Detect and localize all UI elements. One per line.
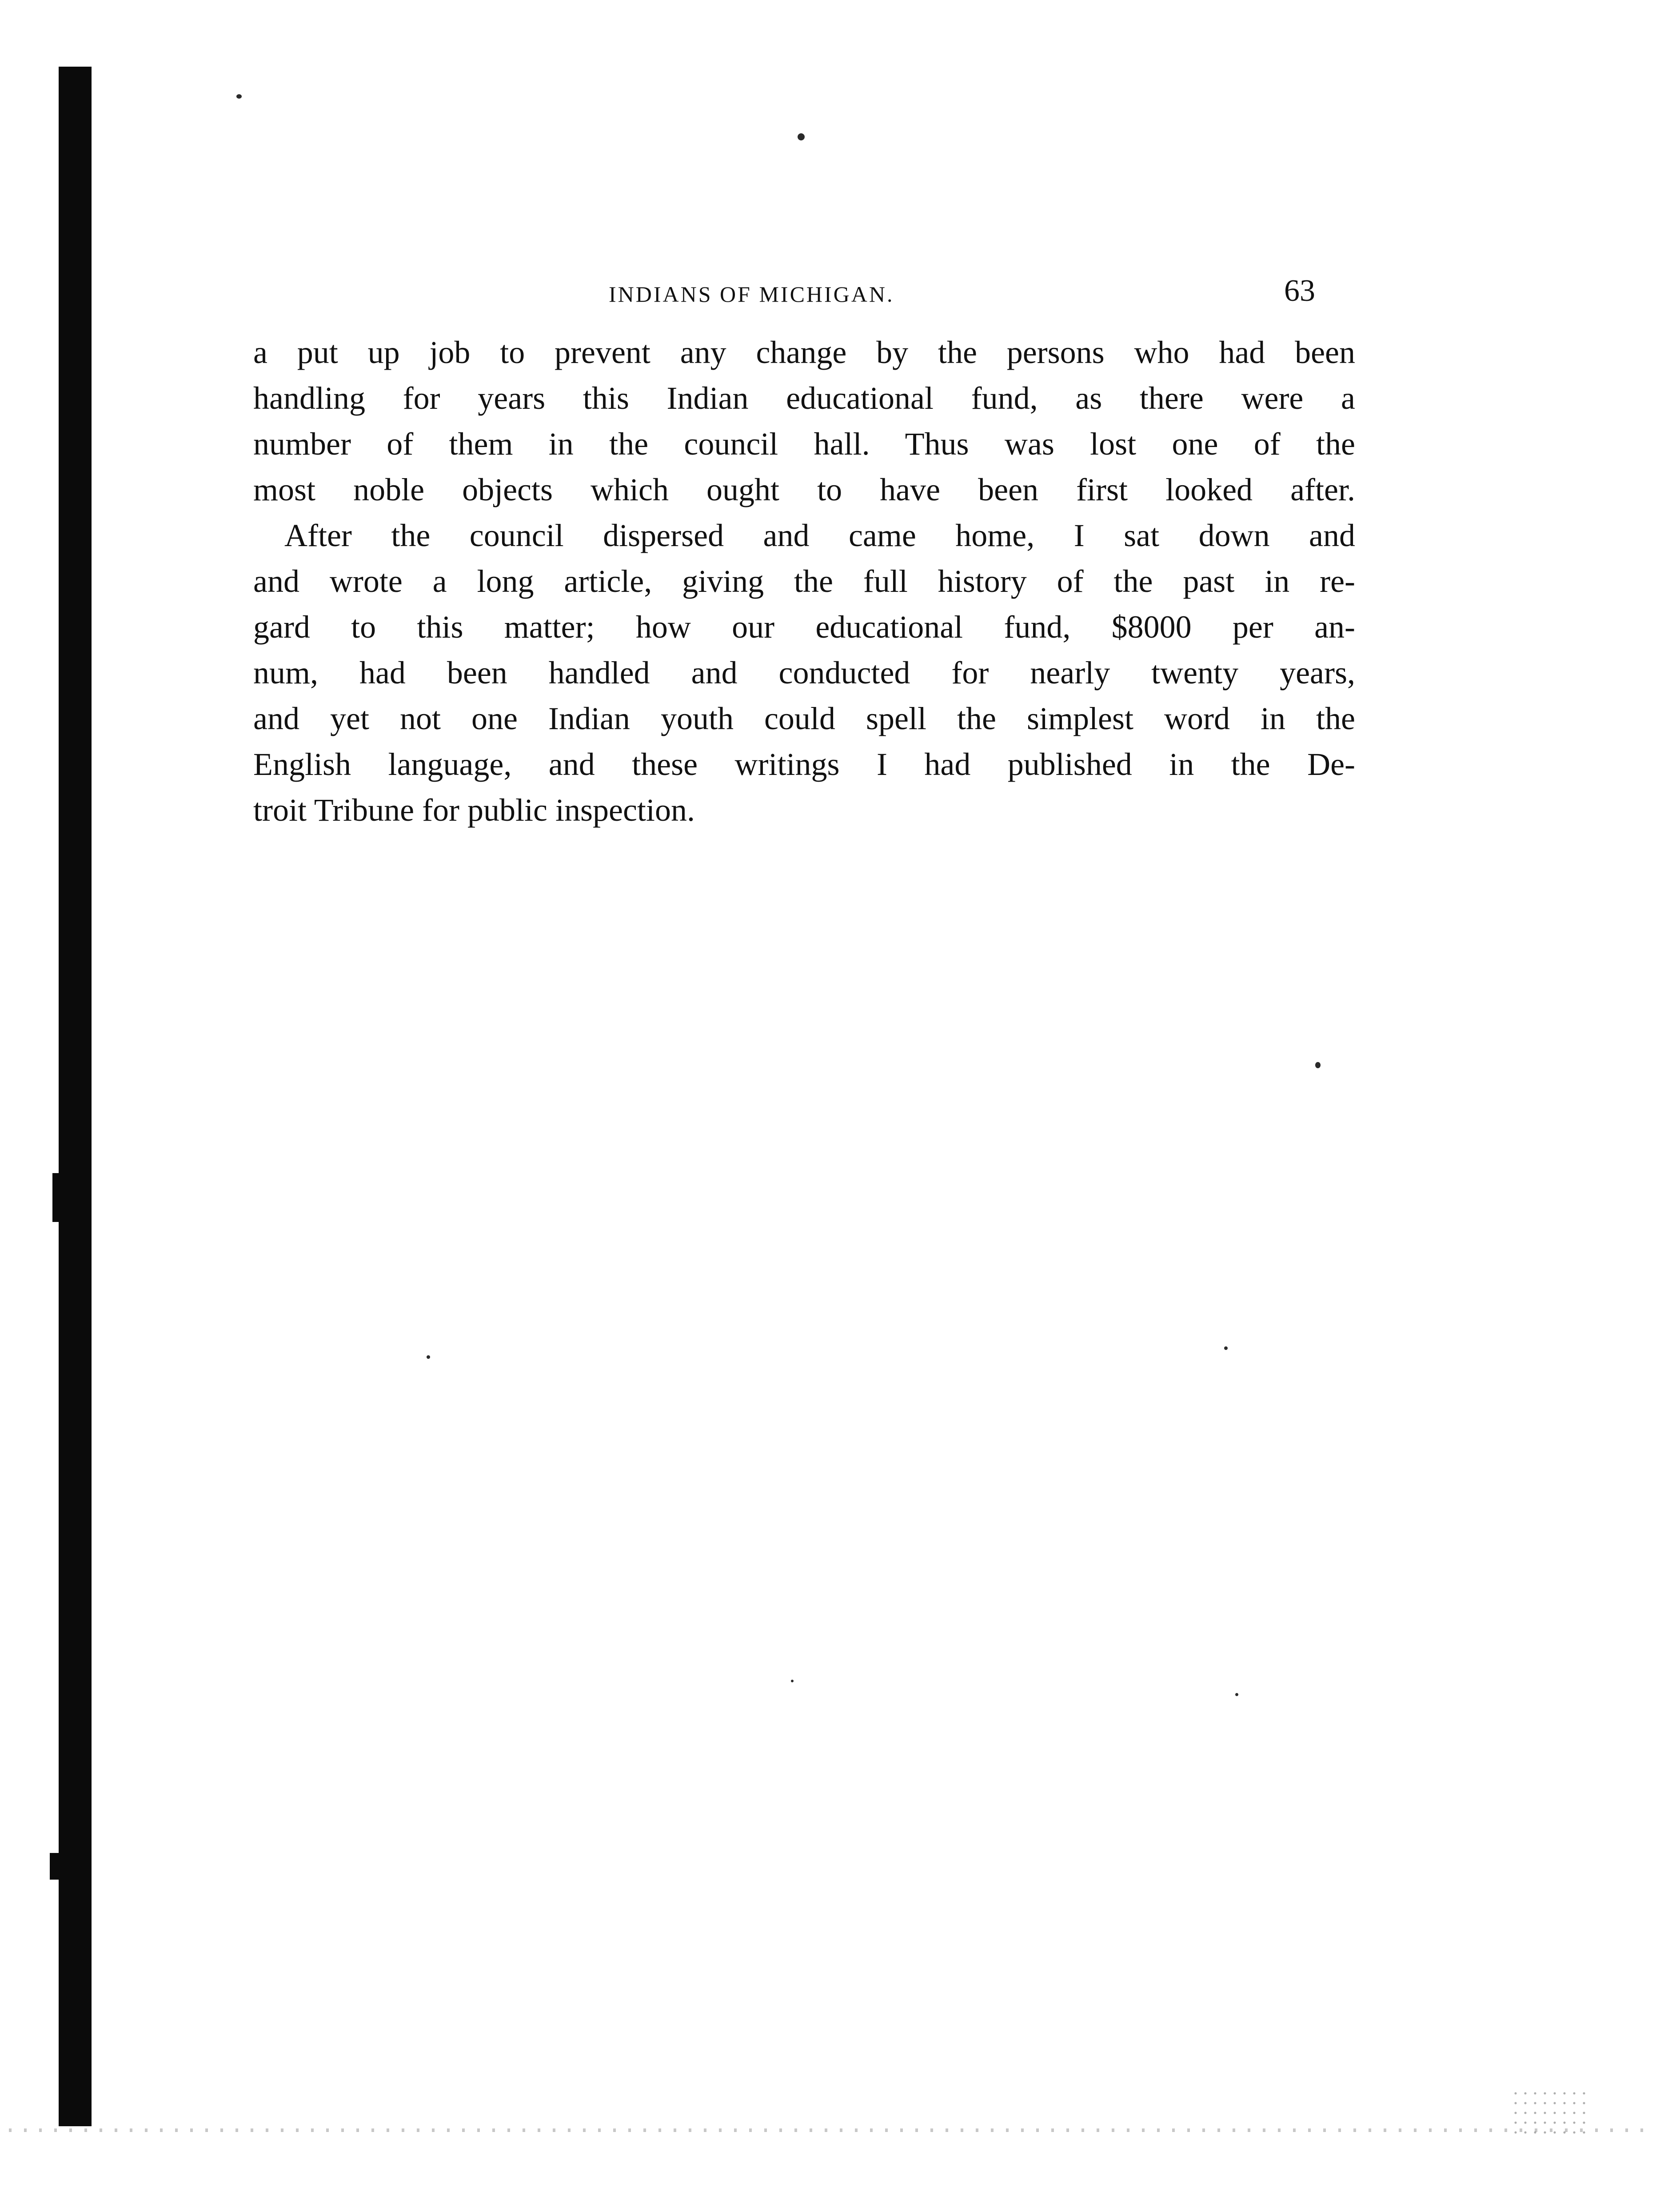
scan-noise-bottom [9,2128,1653,2132]
scan-speck [1224,1346,1228,1350]
text-line: troit Tribune for public inspection. [253,792,695,828]
binding-edge-shadow [59,67,92,2126]
text-line: num, had been handled and conducted for nearly twenty years, [253,655,1355,691]
binding-edge-notch [50,1853,65,1880]
paragraph [253,330,1355,513]
page-number: 63 [1284,274,1315,308]
scan-speck [427,1355,430,1359]
running-title: INDIANS OF MICHIGAN. [609,282,894,307]
scan-noise-corner [1511,2088,1591,2137]
text-line: a put up job to prevent any change by the persons who had been [253,335,1355,370]
scan-speck [1315,1062,1321,1068]
text-line: most noble objects which ought to have been first looked after. [253,472,1355,507]
scan-speck [236,94,242,99]
text-line: English language, and these writings I had published in the De- [253,747,1355,782]
text-line: and wrote a long article, giving the full history of the past in re- [253,563,1355,599]
paragraph [253,513,1355,833]
binding-edge-notch [52,1173,66,1222]
scan-speck [798,133,805,140]
text-line: number of them in the council hall. Thus was lost one of the [253,426,1355,462]
text-line: gard to this matter; how our educational fund, $8000 per an- [253,609,1355,645]
body-text [253,330,1355,833]
scan-speck [791,1680,794,1682]
text-line: After the council dispersed and came home, I sat down and [284,518,1355,553]
scan-speck [1235,1693,1238,1696]
text-line: and yet not one Indian youth could spell the simplest word in the [253,701,1355,736]
text-line: handling for years this Indian educational fund, as there were a [253,380,1355,416]
running-header [253,273,1315,313]
